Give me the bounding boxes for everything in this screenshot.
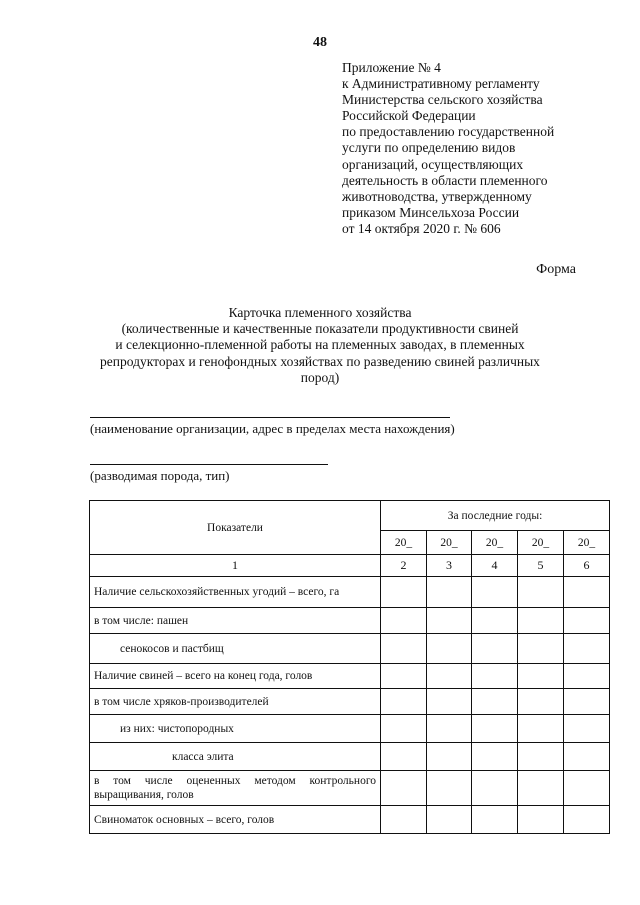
table-row: [90, 689, 610, 715]
value-cell[interactable]: [564, 715, 610, 743]
value-cell[interactable]: [518, 715, 564, 743]
appendix-line: животноводства, утвержденному: [342, 188, 532, 204]
value-cell[interactable]: [518, 806, 564, 834]
row-label: класса элита: [90, 743, 381, 771]
value-cell[interactable]: [518, 664, 564, 689]
table-row: [90, 743, 610, 771]
year-cell: 20_: [518, 531, 564, 555]
value-cell[interactable]: [381, 689, 427, 715]
value-cell[interactable]: [472, 634, 518, 664]
column-number: 5: [518, 555, 564, 577]
value-cell[interactable]: [381, 634, 427, 664]
table-row: [90, 715, 610, 743]
appendix-line: по предоставлению государственной: [342, 124, 555, 140]
value-cell[interactable]: [427, 577, 472, 608]
value-cell[interactable]: [381, 664, 427, 689]
title-line: (количественные и качественные показатели продуктивности свиней: [121, 321, 519, 337]
appendix-line: Российской Федерации: [342, 108, 476, 124]
value-cell[interactable]: [564, 689, 610, 715]
value-cell[interactable]: [472, 771, 518, 806]
column-number: 4: [472, 555, 518, 577]
value-cell[interactable]: [427, 743, 472, 771]
table-row: [90, 664, 610, 689]
row-label: Наличие свиней – всего на конец года, голов: [90, 664, 381, 689]
title-line: и селекционно-племенной работы на племенных заводах, в племенных: [115, 337, 525, 353]
organization-caption: (наименование организации, адрес в пределах места нахождения): [90, 421, 455, 436]
year-cell: 20_: [427, 531, 472, 555]
organization-fill-line: [90, 417, 450, 418]
value-cell[interactable]: [472, 743, 518, 771]
value-cell[interactable]: [427, 664, 472, 689]
year-cell: 20_: [381, 531, 427, 555]
year-cell: 20_: [564, 531, 610, 555]
appendix-line: Приложение № 4: [342, 60, 441, 75]
appendix-line: Министерства сельского хозяйства: [342, 92, 543, 108]
value-cell[interactable]: [381, 577, 427, 608]
appendix-line: от 14 октября 2020 г. № 606: [342, 220, 501, 236]
value-cell[interactable]: [472, 689, 518, 715]
value-cell[interactable]: [427, 689, 472, 715]
value-cell[interactable]: [564, 806, 610, 834]
value-cell[interactable]: [381, 743, 427, 771]
indicators-table: [89, 500, 610, 834]
form-label: Форма: [536, 262, 576, 277]
appendix-line: приказом Минсельхоза России: [342, 204, 520, 220]
page-number: 48: [313, 35, 327, 50]
value-cell[interactable]: [518, 577, 564, 608]
value-cell[interactable]: [518, 743, 564, 771]
value-cell[interactable]: [381, 771, 427, 806]
value-cell[interactable]: [564, 771, 610, 806]
row-label: сенокосов и пастбищ: [90, 634, 381, 664]
value-cell[interactable]: [427, 715, 472, 743]
title-line: Карточка племенного хозяйства: [228, 305, 412, 320]
value-cell[interactable]: [564, 577, 610, 608]
value-cell[interactable]: [518, 689, 564, 715]
row-label: в том числе: пашен: [90, 608, 381, 634]
column-number: 2: [381, 555, 427, 577]
year-cell: 20_: [472, 531, 518, 555]
header-indicators: Показатели: [90, 501, 381, 555]
title-line: репродукторах и генофондных хозяйствах по разведению свиней различных: [100, 353, 540, 369]
value-cell[interactable]: [427, 806, 472, 834]
value-cell[interactable]: [472, 608, 518, 634]
value-cell[interactable]: [472, 577, 518, 608]
row-label: в том числе хряков-производителей: [90, 689, 381, 715]
column-number: 1: [90, 555, 381, 577]
table-row: [90, 577, 610, 608]
breed-caption: (разводимая порода, тип): [90, 468, 230, 483]
column-number: 3: [427, 555, 472, 577]
value-cell[interactable]: [564, 634, 610, 664]
value-cell[interactable]: [518, 771, 564, 806]
value-cell[interactable]: [472, 664, 518, 689]
table-row: [90, 608, 610, 634]
value-cell[interactable]: [472, 715, 518, 743]
appendix-line: к Административному регламенту: [342, 76, 540, 92]
row-label: Наличие сельскохозяйственных угодий – всего, га: [90, 577, 381, 608]
value-cell[interactable]: [427, 771, 472, 806]
appendix-line: организаций, осуществляющих: [342, 156, 524, 172]
value-cell[interactable]: [472, 806, 518, 834]
breed-fill-line: [90, 464, 328, 465]
value-cell[interactable]: [564, 743, 610, 771]
value-cell[interactable]: [427, 608, 472, 634]
appendix-line: деятельность в области племенного: [342, 172, 548, 188]
table-row: [90, 806, 610, 834]
value-cell[interactable]: [564, 664, 610, 689]
column-number: 6: [564, 555, 610, 577]
value-cell[interactable]: [518, 608, 564, 634]
value-cell[interactable]: [518, 634, 564, 664]
title-line: пород): [300, 369, 340, 385]
value-cell[interactable]: [381, 608, 427, 634]
table-row: [90, 771, 610, 806]
appendix-line: услуги по определению видов: [342, 140, 516, 156]
row-label: в том числе оцененных методом контрольного выращивания, голов: [90, 771, 381, 806]
row-label: из них: чистопородных: [90, 715, 381, 743]
card-title: [90, 305, 550, 386]
value-cell[interactable]: [427, 634, 472, 664]
header-years: За последние годы:: [381, 501, 610, 531]
row-label: Свиноматок основных – всего, голов: [90, 806, 381, 834]
value-cell[interactable]: [381, 806, 427, 834]
table-row: [90, 634, 610, 664]
appendix-header: [342, 60, 612, 237]
value-cell[interactable]: [381, 715, 427, 743]
value-cell[interactable]: [564, 608, 610, 634]
